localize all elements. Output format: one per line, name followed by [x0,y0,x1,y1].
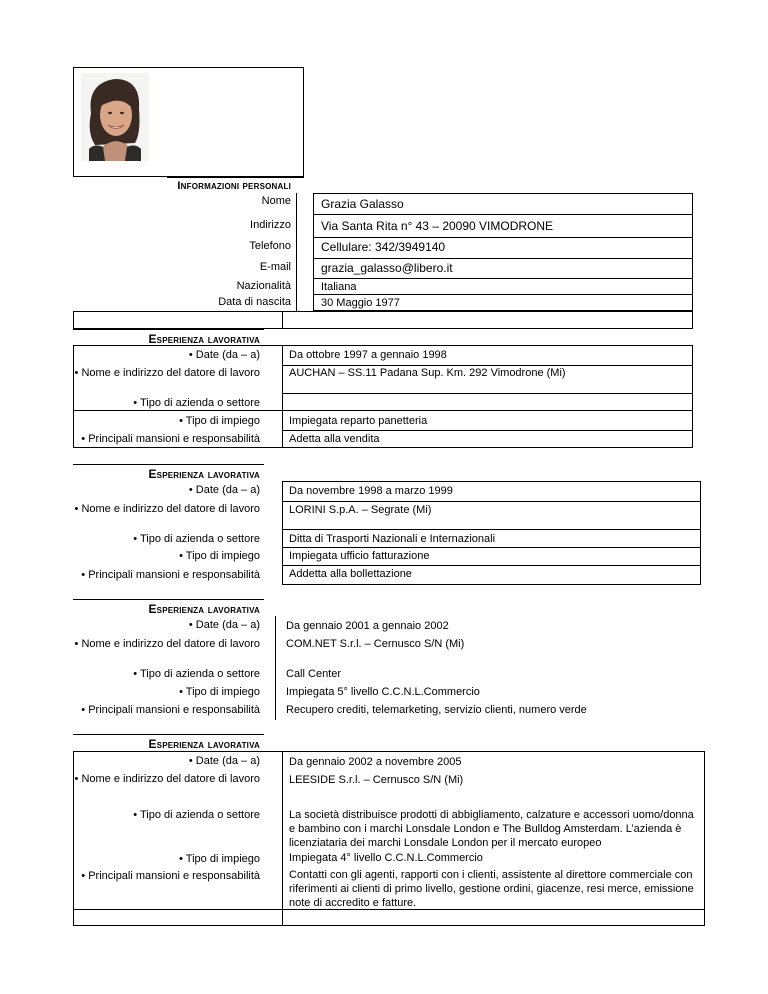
exp2-top-rule [73,464,264,465]
exp3-employer-value: COM.NET S.r.l. – Cernusco S/N (Mi) [286,638,465,650]
exp3-job-value: Impiegata 5° livello C.C.N.L.Commercio [286,686,480,698]
exp3-divider [275,616,276,720]
birthdate-label: Data di nascita [218,296,291,308]
address-value: Via Santa Rita n° 43 – 20090 VIMODRONE [321,219,554,233]
exp2-row-sep [282,565,701,566]
exp1-divider [282,345,283,448]
exp3-job-label: • Tipo di impiego [179,686,260,698]
exp2-heading: Esperienza lavorativa [148,467,260,481]
exp3-employer-label: • Nome e indirizzo del datore di lavoro [74,638,260,650]
exp4-sector-value: La società distribuisce prodotti di abbigliamento, calzature e accessori uomo/donna e bambino con i marchi Lonsdale London e The Bulldog Amsterdam. L’azienda è licenziataria dei marchi Lonsdale London per il mercato europeo [289,809,694,849]
nationality-label: Nazionalità [236,280,291,292]
personal-divider-left [296,193,297,311]
exp1-row-sep [73,410,693,411]
exp1-employer-value: AUCHAN – SS.11 Padana Sup. Km. 292 Vimodrone (Mi) [289,367,566,379]
personal-row-sep [313,258,693,259]
exp2-duties-label: • Principali mansioni e responsabilità [81,569,260,581]
exp1-date-label: • Date (da – a) [188,349,260,361]
exp2-date-label: • Date (da – a) [188,484,260,496]
exp4-date-label: • Date (da – a) [188,755,260,767]
exp1-sector-label: • Tipo di azienda o settore [133,397,260,409]
exp3-top-rule [73,599,264,600]
exp3-duties-value: Recupero crediti, telemarketing, servizio clienti, numero verde [286,704,587,716]
address-label: Indirizzo [250,219,291,231]
exp4-employer-label: • Nome e indirizzo del datore di lavoro [74,773,260,785]
phone-value: Cellulare: 342/3949140 [321,240,446,254]
personal-row-sep [313,237,693,238]
exp3-sector-value: Call Center [286,668,342,680]
exp1-heading: Esperienza lavorativa [148,332,260,346]
exp3-heading: Esperienza lavorativa [148,602,260,616]
exp4-duties-value: Contatti con gli agenti, rapporti con i clienti, assistente al direttore commerciale con riferimenti ai clienti di primo livello, gestione ordini, giacenze, resi merce, emissione note di accredito e fatture. [289,869,694,909]
exp2-employer-label: • Nome e indirizzo del datore di lavoro [74,503,260,515]
exp4-duties-label: • Principali mansioni e responsabilità [81,870,260,882]
exp4-date-value: Da gennaio 2002 a novembre 2005 [289,756,462,768]
exp2-sector-label: • Tipo di azienda o settore [133,533,260,545]
exp4-employer-value: LEESIDE S.r.l. – Cernusco S/N (Mi) [289,774,464,786]
exp2-date-value: Da novembre 1998 a marzo 1999 [289,485,453,497]
exp1-duties-label: • Principali mansioni e responsabilità [81,433,260,445]
exp2-sector-value: Ditta di Trasporti Nazionali e Internazionali [289,533,496,545]
email-label: E-mail [259,261,291,273]
profile-photo [81,73,149,161]
exp4-sector-label: • Tipo di azienda o settore [133,809,260,821]
exp1-row-sep [282,430,693,431]
personal-row-sep [313,214,693,215]
exp4-divider [282,751,283,926]
exp4-job-value: Impiegata 4° livello C.C.N.L.Commercio [289,852,483,864]
strip-divider [282,311,283,329]
exp4-top-rule [73,734,264,735]
exp1-job-value: Impiegata reparto panetteria [289,415,428,427]
name-label: Nome [261,195,291,207]
separator-strip [73,311,693,329]
exp1-row-sep [282,393,693,394]
exp1-employer-label: • Nome e indirizzo del datore di lavoro [74,367,260,379]
exp2-job-value: Impiegata ufficio fatturazione [289,550,430,562]
exp2-job-label: • Tipo di impiego [179,550,260,562]
exp2-row-sep [282,501,701,502]
exp3-duties-label: • Principali mansioni e responsabilità [81,704,260,716]
exp3-sector-label: • Tipo di azienda o settore [133,668,260,680]
personal-row-sep [313,278,693,279]
exp2-employer-value: LORINI S.p.A. – Segrate (Mi) [289,504,432,516]
exp1-top-rule [73,329,264,330]
exp2-duties-value: Addetta alla bollettazione [289,568,412,580]
personal-info-heading: Informazioni personali [177,180,291,192]
email-value: grazia_galasso@libero.it [321,261,453,275]
birthdate-value: 30 Maggio 1977 [321,297,400,309]
personal-heading-rule [167,177,304,178]
exp4-job-label: • Tipo di impiego [179,853,260,865]
exp1-duties-value: Adetta alla vendita [289,433,380,445]
exp3-date-label: • Date (da – a) [188,619,260,631]
exp2-row-sep [282,547,701,548]
exp1-date-value: Da ottobre 1997 a gennaio 1998 [289,349,447,361]
nationality-value: Italiana [321,281,357,293]
exp3-date-value: Da gennaio 2001 a gennaio 2002 [286,620,449,632]
exp2-row-sep [282,529,701,530]
exp4-heading: Esperienza lavorativa [148,737,260,751]
phone-label: Telefono [249,240,291,252]
exp1-job-label: • Tipo di impiego [179,415,260,427]
name-value: Grazia Galasso [321,197,404,211]
